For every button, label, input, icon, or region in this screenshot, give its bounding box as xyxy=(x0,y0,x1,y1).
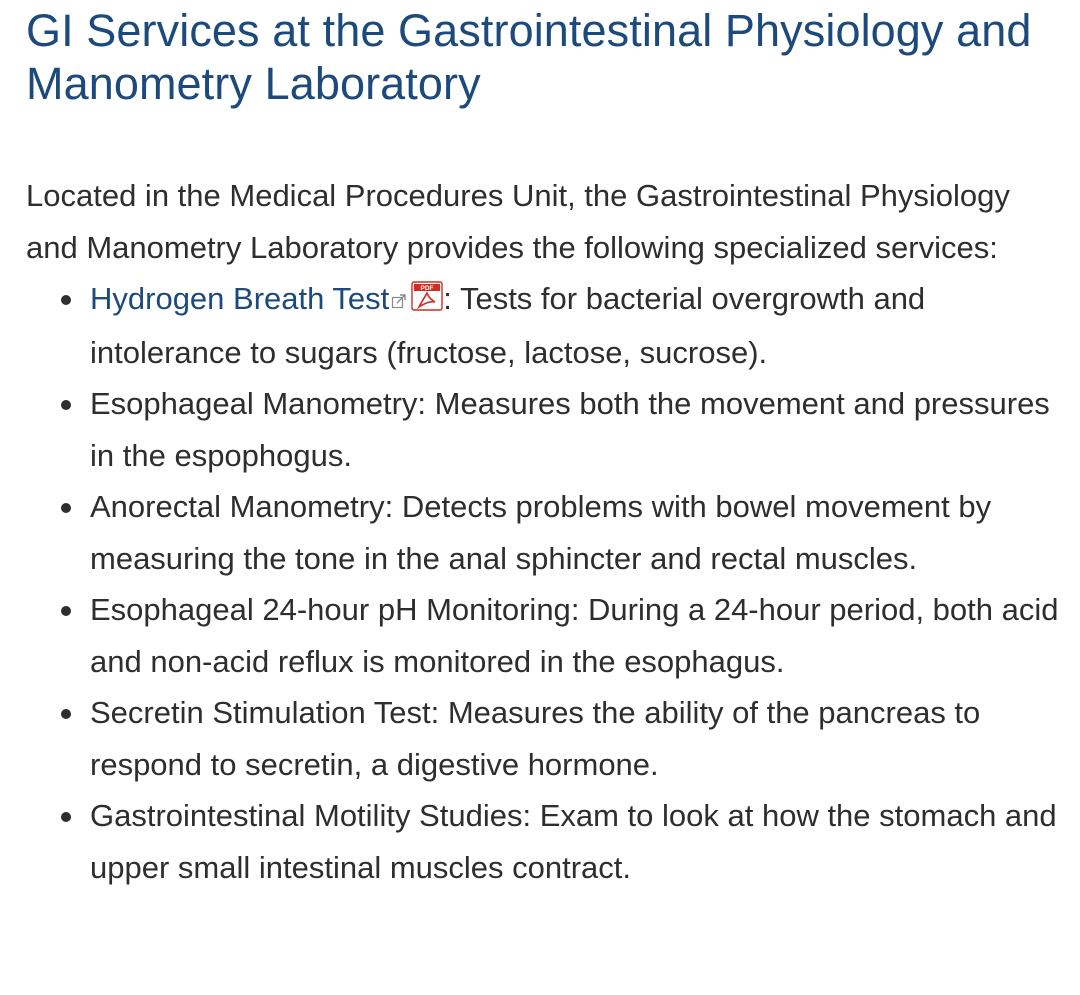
service-description: : Exam to look at how the stomach and upper small intestinal muscles contract. xyxy=(90,798,1057,885)
service-description: : Measures the ability of the pancreas to respond to secretin, a digestive hormone. xyxy=(90,695,981,782)
intro-paragraph: Located in the Medical Procedures Unit, the Gastrointestinal Physiology and Manometry Laboratory provides the following specialized services: xyxy=(26,178,1010,265)
service-name: Esophageal Manometry xyxy=(90,386,418,421)
service-description: : Detects problems with bowel movement by measuring the tone in the anal sphincter and rectal muscles. xyxy=(90,489,992,576)
list-item xyxy=(90,378,1080,481)
service-description: : Tests for bacterial overgrowth and intolerance to sugars (fructose, lactose, sucrose). xyxy=(90,281,926,370)
list-item xyxy=(90,273,1080,378)
service-name: Gastrointestinal Motility Studies xyxy=(90,798,523,833)
svg-text:PDF: PDF xyxy=(420,285,434,292)
external-link-icon xyxy=(391,273,407,325)
list-item xyxy=(90,481,1080,584)
service-description: : During a 24-hour period, both acid and non-acid reflux is monitored in the esophagus. xyxy=(90,592,1059,679)
service-name: Anorectal Manometry xyxy=(90,489,385,524)
list-item xyxy=(90,584,1080,687)
list-item xyxy=(90,687,1080,790)
list-item xyxy=(90,790,1080,893)
services-list xyxy=(26,273,1080,893)
hydrogen-breath-test-link[interactable]: Hydrogen Breath Test xyxy=(90,281,390,316)
service-description: : Measures both the movement and pressures in the espophogus. xyxy=(90,386,1050,473)
service-name: Secretin Stimulation Test xyxy=(90,695,431,730)
page-title: GI Services at the Gastrointestinal Physiology and Manometry Laboratory xyxy=(26,5,1032,109)
pdf-icon[interactable] xyxy=(411,275,443,327)
service-name: Esophageal 24-hour pH Monitoring xyxy=(90,592,571,627)
